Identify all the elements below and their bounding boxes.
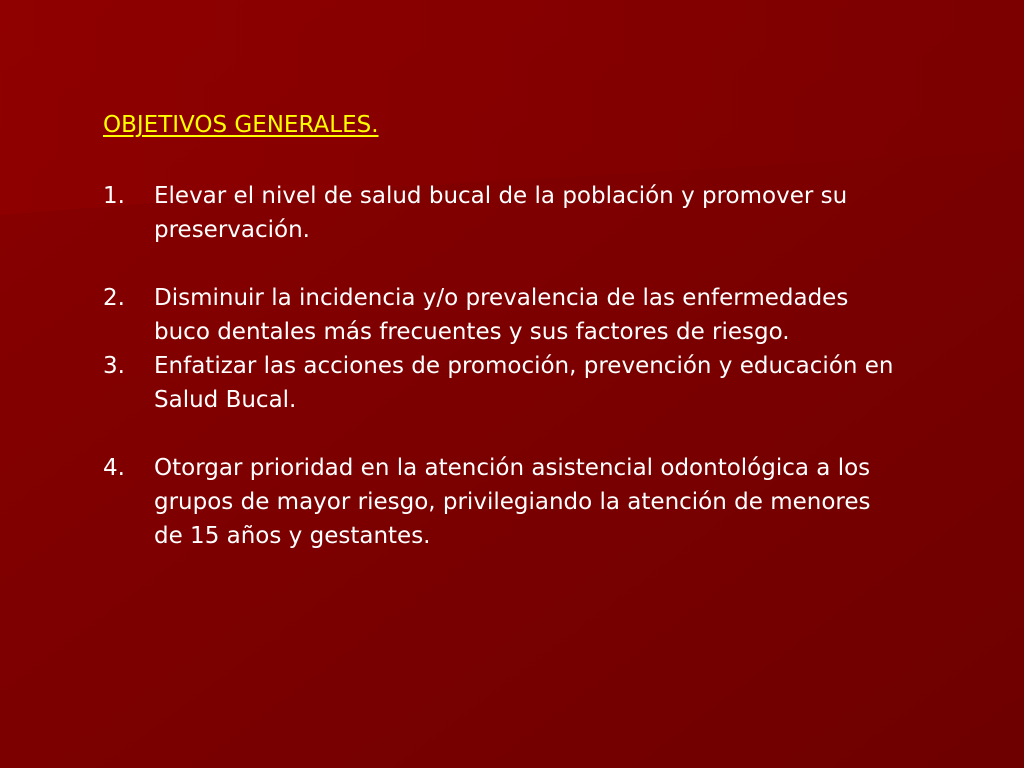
list-item-number: 2. <box>103 285 125 311</box>
list-item-number: 1. <box>103 183 125 209</box>
list-item <box>103 281 903 349</box>
list-item-number: 4. <box>103 455 125 481</box>
list-item-text: Elevar el nivel de salud bucal de la población y promover su preservación. <box>154 183 848 243</box>
slide-content <box>103 108 903 553</box>
list-item-text: Disminuir la incidencia y/o prevalencia de las enfermedades buco dentales más frecuentes y sus factores de riesgo. <box>154 285 849 345</box>
list-item <box>103 179 903 247</box>
list-item-text: Enfatizar las acciones de promoción, prevención y educación en Salud Bucal. <box>154 353 894 413</box>
list-item <box>103 451 903 553</box>
list-item <box>103 349 903 417</box>
list-item-number: 3. <box>103 353 125 379</box>
objectives-list <box>103 179 903 553</box>
slide-heading: OBJETIVOS GENERALES. <box>103 112 379 138</box>
list-item-text: Otorgar prioridad en la atención asistencial odontológica a los grupos de mayor riesgo, privilegiando la atención de menores de 15 años y gestantes. <box>154 455 871 549</box>
